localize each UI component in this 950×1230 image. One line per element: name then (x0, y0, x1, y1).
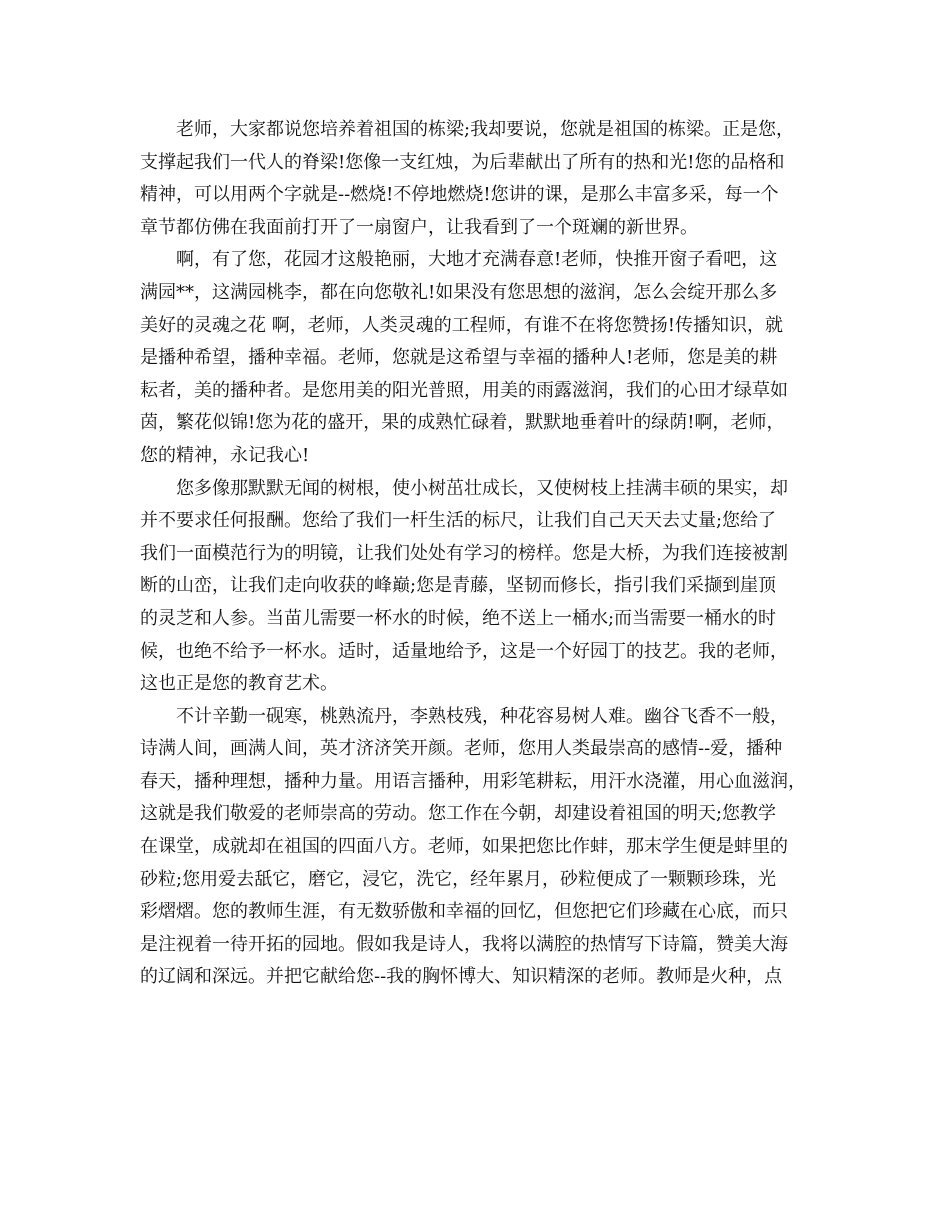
text-line: 茵，繁花似锦!您为花的盛开，果的成熟忙碌着，默默地垂着叶的绿荫!啊，老师， (140, 412, 785, 434)
text-line: 春天，播种理想，播种力量。用语言播种，用彩笔耕耘，用汗水浇灌，用心血滋润， (140, 770, 806, 792)
text-line: 是播种希望，播种幸福。老师，您就是这希望与幸福的播种人!老师，您是美的耕 (140, 347, 778, 369)
text-line: 这也正是您的教育艺术。 (140, 673, 338, 695)
text-line: 老师，大家都说您培养着祖国的栋梁;我却要说，您就是祖国的栋梁。正是您， (176, 119, 795, 140)
text-line: 诗满人间，画满人间，英才济济笑开颜。老师，您用人类最崇高的感情--爱，播种 (140, 738, 783, 760)
text-line: 满园**，这满园桃李，都在向您敬礼!如果没有您思想的滋润，怎么会绽开那么多 (140, 281, 778, 303)
text-line: 的辽阔和深远。并把它献给您--我的胸怀博大、知识精深的老师。教师是火种，点 (140, 966, 783, 988)
text-line: 耘者，美的播种者。是您用美的阳光普照，用美的雨露滋润，我们的心田才绿草如 (140, 379, 788, 401)
document-body (140, 114, 824, 994)
text-line: 啊，有了您，花园才这般艳丽，大地才充满春意!老师，快推开窗子看吧，这 (176, 249, 778, 271)
paragraph-2 (140, 244, 824, 472)
paragraph-4 (140, 701, 824, 994)
text-line: 是注视着一待开拓的园地。假如我是诗人，我将以满腔的热情写下诗篇，赞美大海 (140, 933, 788, 955)
text-line: 彩熠熠。您的教师生涯，有无数骄傲和幸福的回忆，但您把它们珍藏在心底，而只 (140, 901, 788, 923)
text-line: 断的山峦，让我们走向收获的峰巅;您是青藤，坚韧而修长，指引我们采撷到崖顶 (140, 575, 777, 597)
text-line: 支撑起我们一代人的脊梁!您像一支红烛，为后辈献出了所有的热和光!您的品格和 (140, 151, 785, 173)
paragraph-1 (140, 114, 824, 244)
text-line: 不计辛勤一砚寒，桃熟流丹，李熟枝残，种花容易树人难。幽谷飞香不一般， (176, 705, 788, 727)
text-line: 精神，可以用两个字就是--燃烧!不停地燃烧!您讲的课，是那么丰富多采，每一个 (140, 184, 779, 206)
text-line: 您多像那默默无闻的树根，使小树茁壮成长，又使树枝上挂满丰硕的果实，却 (176, 477, 788, 499)
text-line: 在课堂，成就却在祖国的四面八方。老师，如果把您比作蚌，那末学生便是蚌里的 (140, 836, 788, 858)
text-line: 美好的灵魂之花 啊，老师，人类灵魂的工程师，有谁不在将您赞扬!传播知识，就 (140, 314, 783, 336)
text-line: 候，也绝不给予一杯水。适时，适量地给予，这是一个好园丁的技艺。我的老师， (140, 640, 788, 662)
text-line: 的灵芝和人参。当苗儿需要一杯水的时候，绝不送上一桶水;而当需要一桶水的时 (140, 607, 777, 629)
text-line: 章节都仿佛在我面前打开了一扇窗户，让我看到了一个斑斓的新世界。 (140, 216, 698, 238)
paragraph-3 (140, 473, 824, 701)
text-line: 砂粒;您用爱去舐它，磨它，浸它，洗它，经年累月，砂粒便成了一颗颗珍珠，光 (140, 868, 777, 890)
text-line: 我们一面模范行为的明镜，让我们处处有学习的榜样。您是大桥，为我们连接被割 (140, 542, 788, 564)
text-line: 并不要求任何报酬。您给了我们一杆生活的标尺，让我们自己天天去丈量;您给了 (140, 510, 777, 532)
text-line: 您的精神，永记我心! (140, 444, 310, 466)
text-line: 这就是我们敬爱的老师崇高的劳动。您工作在今朝，却建设着祖国的明天;您教学 (140, 803, 777, 825)
